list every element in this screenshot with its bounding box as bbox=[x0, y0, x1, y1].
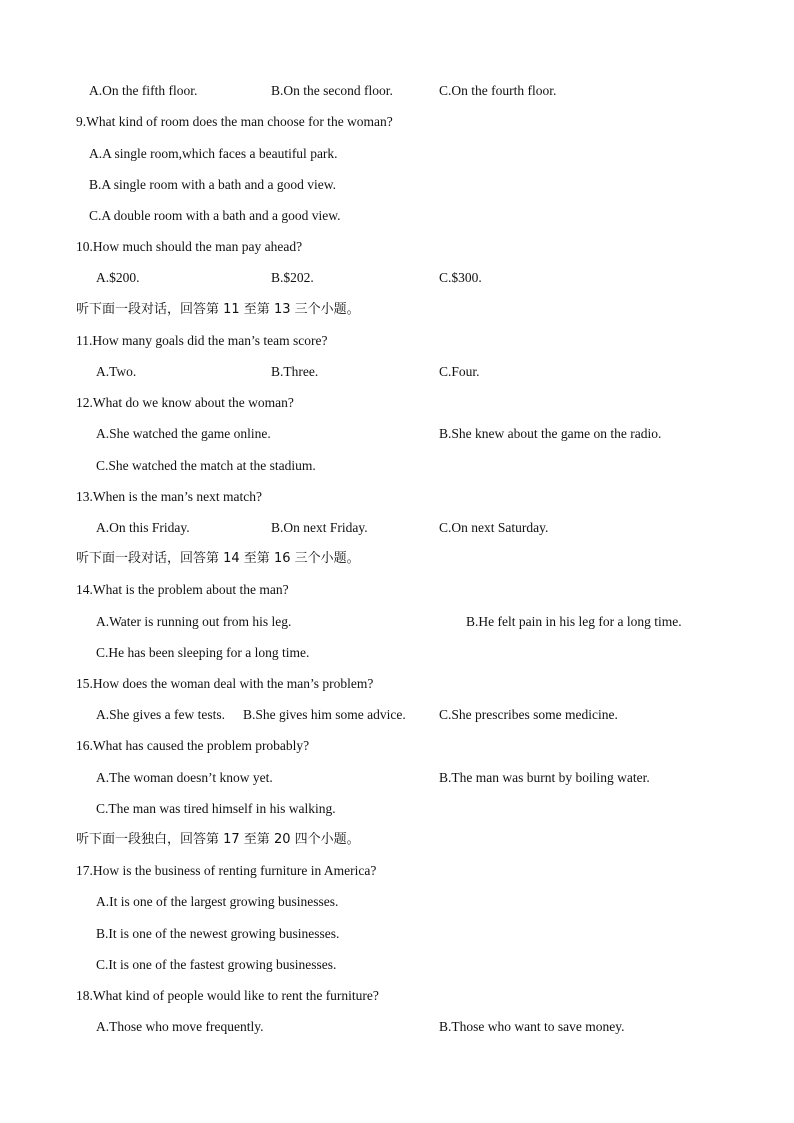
q18-option-b: B.Those who want to save money. bbox=[439, 1019, 625, 1034]
q12-option-b: B.She knew about the game on the radio. bbox=[439, 426, 662, 441]
q16-option-a: A.The woman doesn’t know yet. bbox=[96, 770, 273, 785]
q10-option-b: B.$202. bbox=[271, 270, 314, 285]
q8-option-a: A.On the fifth floor. bbox=[89, 83, 198, 98]
q14-option-b: B.He felt pain in his leg for a long time. bbox=[466, 614, 682, 629]
q16-option-c: C.The man was tired himself in his walking. bbox=[96, 801, 336, 816]
q13-option-c: C.On next Saturday. bbox=[439, 520, 549, 535]
section-heading-14-16: 听下面一段对话，回答第 14 至第 16 三个小题。 bbox=[76, 551, 360, 566]
q15-question: 15.How does the woman deal with the man’s problem? bbox=[76, 676, 374, 691]
q10-question: 10.How much should the man pay ahead? bbox=[76, 239, 303, 254]
q15-option-c: C.She prescribes some medicine. bbox=[439, 707, 618, 722]
q10-option-a: A.$200. bbox=[96, 270, 140, 285]
q9-question: 9.What kind of room does the man choose for the woman? bbox=[76, 114, 393, 129]
q17-question: 17.How is the business of renting furniture in America? bbox=[76, 863, 377, 878]
q10-option-c: C.$300. bbox=[439, 270, 482, 285]
q14-question: 14.What is the problem about the man? bbox=[76, 582, 289, 597]
q13-option-b: B.On next Friday. bbox=[271, 520, 368, 535]
section-heading-11-13: 听下面一段对话，回答第 11 至第 13 三个小题。 bbox=[76, 302, 360, 317]
q9-option-b: B.A single room with a bath and a good view. bbox=[89, 177, 336, 192]
q18-question: 18.What kind of people would like to rent the furniture? bbox=[76, 988, 379, 1003]
q17-option-b: B.It is one of the newest growing businesses. bbox=[96, 926, 340, 941]
q16-option-b: B.The man was burnt by boiling water. bbox=[439, 770, 650, 785]
q11-option-c: C.Four. bbox=[439, 364, 480, 379]
q12-option-c: C.She watched the match at the stadium. bbox=[96, 458, 316, 473]
q9-option-a: A.A single room,which faces a beautiful park. bbox=[89, 146, 338, 161]
q12-option-a: A.She watched the game online. bbox=[96, 426, 271, 441]
q14-option-c: C.He has been sleeping for a long time. bbox=[96, 645, 310, 660]
q17-option-a: A.It is one of the largest growing businesses. bbox=[96, 894, 339, 909]
section-heading-17-20: 听下面一段独白，回答第 17 至第 20 四个小题。 bbox=[76, 832, 360, 847]
q13-option-a: A.On this Friday. bbox=[96, 520, 190, 535]
q11-option-a: A.Two. bbox=[96, 364, 137, 379]
q16-question: 16.What has caused the problem probably? bbox=[76, 738, 310, 753]
q8-option-b: B.On the second floor. bbox=[271, 83, 393, 98]
q18-option-a: A.Those who move frequently. bbox=[96, 1019, 264, 1034]
q17-option-c: C.It is one of the fastest growing businesses. bbox=[96, 957, 337, 972]
q13-question: 13.When is the man’s next match? bbox=[76, 489, 262, 504]
q15-option-b: B.She gives him some advice. bbox=[243, 707, 406, 722]
q14-option-a: A.Water is running out from his leg. bbox=[96, 614, 292, 629]
q11-question: 11.How many goals did the man’s team score? bbox=[76, 333, 328, 348]
q9-option-c: C.A double room with a bath and a good view. bbox=[89, 208, 341, 223]
q11-option-b: B.Three. bbox=[271, 364, 319, 379]
q8-option-c: C.On the fourth floor. bbox=[439, 83, 557, 98]
q12-question: 12.What do we know about the woman? bbox=[76, 395, 294, 410]
q15-option-a: A.She gives a few tests. bbox=[96, 707, 225, 722]
